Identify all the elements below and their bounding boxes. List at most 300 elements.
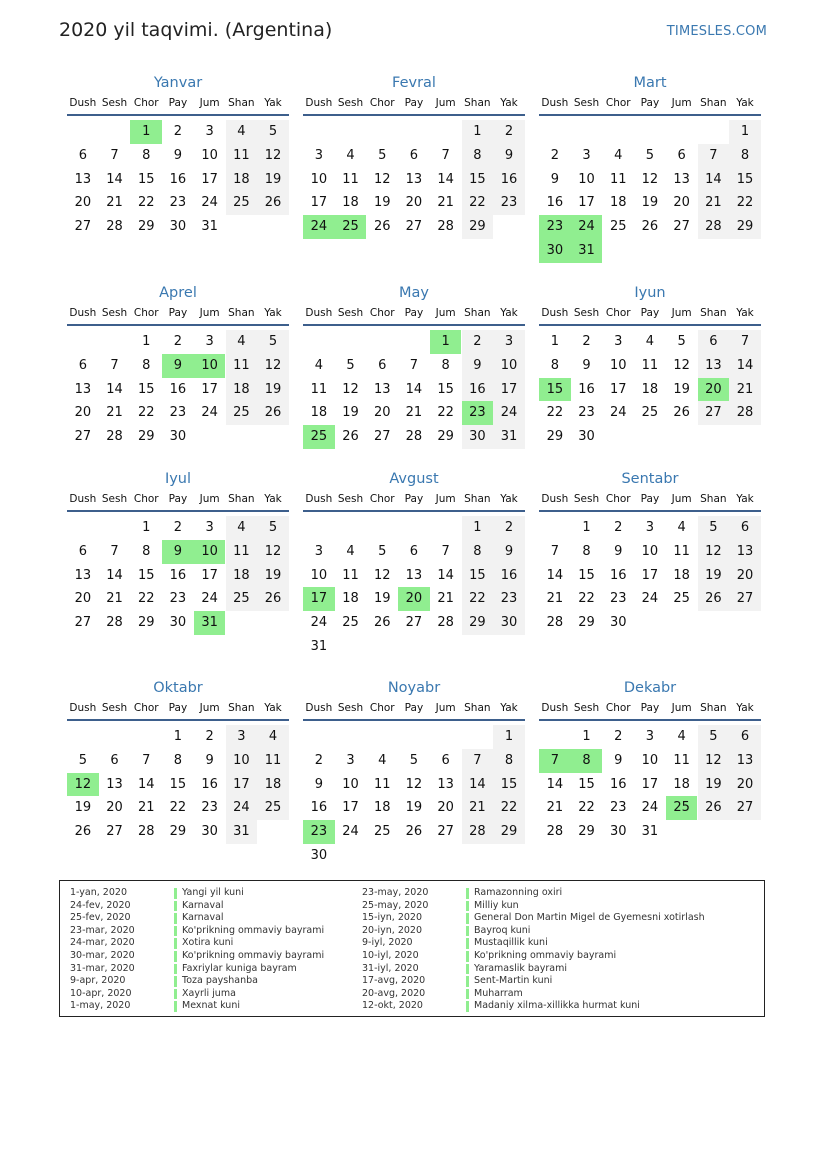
day-cell: 2	[493, 516, 525, 540]
day-cell: 9	[550, 171, 559, 187]
weekday-label: Pay	[640, 97, 660, 109]
legend-date: 17-avg, 2020	[362, 975, 426, 987]
day-cell: 16	[578, 381, 595, 397]
day-cell: 5	[677, 334, 686, 349]
weekday-label: Shan	[228, 97, 255, 109]
day-cell: 25	[226, 191, 258, 215]
weekday-label: Yak	[264, 702, 282, 714]
month-name: Noyabr	[387, 680, 441, 696]
day-cell: 14	[546, 776, 564, 792]
day-cell: 29	[137, 615, 155, 631]
weekday-label: Dush	[305, 97, 333, 109]
day-cell: 1	[142, 520, 151, 535]
month-sentabr	[539, 469, 761, 631]
day-cell: 7	[409, 357, 419, 373]
day-cell: 26	[641, 219, 659, 235]
legend-date: 20-avg, 2020	[362, 987, 426, 999]
day-cell: 23	[578, 405, 595, 421]
day-cell: 11	[257, 749, 289, 773]
weekday-header	[67, 698, 289, 720]
day-cell: 12	[698, 749, 730, 773]
day-cell: 31	[641, 824, 659, 840]
day-cell: 14	[729, 354, 761, 378]
day-cell: 13	[673, 171, 690, 187]
day-cell: 20	[74, 195, 92, 211]
day-cell: 7	[441, 147, 450, 163]
weekday-label: Dush	[305, 702, 333, 714]
weekday-label: Jum	[671, 307, 692, 319]
day-cell: 2	[314, 752, 323, 768]
day-cell: 12	[342, 381, 359, 397]
day-cell: 5	[78, 752, 87, 768]
day-cell: 18	[257, 773, 289, 797]
weekday-label: Sesh	[337, 97, 364, 109]
day-cell: 21	[546, 800, 564, 816]
weekday-header	[67, 93, 289, 115]
month-fevral	[303, 73, 525, 235]
day-cell: 27	[698, 401, 730, 425]
day-cell: 29	[462, 215, 494, 239]
holiday-cell: 20	[698, 378, 730, 402]
day-cell: 16	[493, 168, 525, 192]
day-cell: 28	[729, 401, 761, 425]
day-cell: 2	[614, 729, 623, 744]
weekday-label: Jum	[199, 97, 220, 109]
holiday-cell: 31	[571, 239, 603, 263]
holiday-marker-icon	[174, 913, 177, 924]
day-cell: 9	[493, 144, 525, 168]
day-cell: 26	[405, 824, 423, 840]
header-divider	[539, 324, 761, 326]
day-cell: 10	[226, 749, 258, 773]
weekday-label: Dush	[69, 97, 97, 109]
day-cell: 14	[698, 168, 730, 192]
day-cell: 26	[257, 401, 289, 425]
day-cell: 9	[173, 147, 183, 163]
weekday-label: Sesh	[573, 97, 600, 109]
day-cell: 4	[677, 729, 686, 744]
day-cell: 28	[546, 824, 564, 840]
holiday-marker-icon	[466, 888, 469, 899]
weekday-label: Jum	[435, 97, 456, 109]
legend-date: 10-iyl, 2020	[362, 949, 419, 961]
weekday-label: Jum	[435, 307, 456, 319]
day-cell: 20	[373, 405, 391, 421]
day-cell: 20	[405, 195, 423, 211]
day-cell: 14	[546, 567, 564, 583]
day-cell: 6	[409, 543, 419, 559]
month-name: Avgust	[389, 471, 439, 487]
day-cell: 26	[342, 429, 359, 445]
day-cell: 15	[137, 381, 155, 397]
day-cell: 1	[462, 120, 494, 144]
weekday-label: Dush	[305, 307, 333, 319]
day-cell: 16	[201, 776, 218, 792]
day-cell: 10	[641, 543, 659, 559]
legend-holiday-name: Milliy kun	[474, 899, 519, 911]
holiday-cell: 10	[194, 354, 226, 378]
day-cell: 12	[641, 171, 659, 187]
weekday-header	[539, 93, 761, 115]
weekday-label: Sesh	[337, 493, 364, 505]
day-cell: 1	[550, 334, 559, 349]
day-cell: 16	[169, 567, 187, 583]
day-cell: 16	[310, 800, 328, 816]
weekday-label: Shan	[228, 493, 255, 505]
day-cell: 4	[614, 147, 623, 163]
day-cell: 22	[137, 195, 155, 211]
day-cell: 13	[373, 381, 391, 397]
day-cell: 21	[698, 191, 730, 215]
day-cell: 22	[493, 796, 525, 820]
day-cell: 25	[609, 219, 627, 235]
day-cell: 30	[169, 219, 187, 235]
weekday-label: Chor	[605, 97, 631, 109]
day-cell: 16	[462, 378, 494, 402]
month-name: Yanvar	[153, 75, 203, 91]
legend-holiday-name: Sent-Martin kuni	[474, 975, 553, 987]
day-cell: 7	[462, 749, 494, 773]
day-cell: 8	[142, 357, 151, 373]
weekday-label: Yak	[736, 493, 754, 505]
day-cell: 16	[169, 171, 187, 187]
day-cell: 7	[110, 543, 119, 559]
header-divider	[303, 114, 525, 116]
holiday-legend	[59, 880, 765, 1017]
day-cell: 18	[673, 776, 690, 792]
day-cell: 15	[493, 773, 525, 797]
day-cell: 18	[373, 800, 391, 816]
day-cell: 13	[74, 171, 92, 187]
day-cell: 5	[698, 725, 730, 749]
weekday-label: Sesh	[101, 493, 128, 505]
day-cell: 4	[257, 725, 289, 749]
day-cell: 2	[493, 120, 525, 144]
day-cell: 26	[257, 587, 289, 611]
weekday-label: Jum	[671, 97, 692, 109]
day-cell: 4	[346, 147, 355, 163]
legend-holiday-name: Karnaval	[182, 912, 224, 924]
day-cell: 6	[698, 330, 730, 354]
weekday-label: Sesh	[101, 97, 128, 109]
day-cell: 19	[342, 405, 359, 421]
day-cell: 3	[314, 543, 323, 559]
legend-holiday-name: Faxriylar kuniga bayram	[182, 962, 297, 974]
holiday-marker-icon	[174, 938, 177, 949]
month-name: May	[399, 285, 429, 301]
day-cell: 5	[645, 147, 655, 163]
legend-holiday-name: Ko'prikning ommaviy bayrami	[474, 949, 617, 961]
weekday-label: Chor	[605, 702, 631, 714]
day-cell: 27	[405, 219, 423, 235]
weekday-label: Sesh	[573, 702, 600, 714]
day-cell: 24	[201, 591, 218, 607]
day-cell: 26	[74, 824, 92, 840]
month-yanvar	[67, 73, 289, 235]
day-cell: 29	[169, 824, 187, 840]
day-cell: 3	[493, 330, 525, 354]
day-cell: 3	[645, 729, 655, 744]
day-cell: 9	[614, 543, 623, 559]
holiday-marker-icon	[466, 1001, 469, 1012]
day-cell: 27	[74, 429, 92, 445]
legend-date: 31-mar, 2020	[70, 962, 135, 974]
day-cell: 22	[169, 800, 187, 816]
month-avgust	[303, 469, 525, 654]
page-title: 2020 yil taqvimi. (Argentina)	[59, 19, 333, 41]
legend-date: 9-apr, 2020	[70, 975, 126, 987]
day-cell: 14	[106, 567, 123, 583]
day-cell: 15	[137, 567, 155, 583]
day-cell: 29	[729, 215, 761, 239]
holiday-cell: 7	[539, 749, 571, 773]
day-cell: 21	[437, 195, 454, 211]
day-cell: 24	[493, 401, 525, 425]
legend-holiday-name: Karnaval	[182, 899, 224, 911]
day-cell: 13	[698, 354, 730, 378]
weekday-label: Yak	[264, 307, 282, 319]
month-mart	[539, 73, 761, 258]
day-cell: 26	[698, 587, 730, 611]
day-cell: 26	[373, 219, 391, 235]
day-cell: 24	[226, 796, 258, 820]
weekday-label: Shan	[700, 97, 727, 109]
day-cell: 23	[169, 195, 187, 211]
header-divider	[303, 719, 525, 721]
day-cell: 27	[373, 429, 391, 445]
day-cell: 3	[582, 147, 591, 163]
day-cell: 19	[257, 168, 289, 192]
day-cell: 27	[437, 824, 454, 840]
day-cell: 7	[550, 543, 559, 559]
holiday-cell: 25	[303, 425, 335, 449]
day-cell: 14	[462, 773, 494, 797]
day-cell: 11	[673, 752, 690, 768]
day-cell: 24	[641, 800, 659, 816]
day-cell: 12	[673, 357, 690, 373]
day-cell: 16	[609, 567, 627, 583]
holiday-marker-icon	[466, 976, 469, 987]
holiday-cell: 23	[462, 401, 494, 425]
holiday-marker-icon	[174, 976, 177, 987]
legend-holiday-name: Yangi yil kuni	[182, 887, 244, 898]
holiday-marker-icon	[466, 989, 469, 1000]
day-cell: 5	[378, 543, 387, 559]
weekday-label: Pay	[168, 97, 188, 109]
holiday-marker-icon	[466, 938, 469, 949]
header-divider	[539, 510, 761, 512]
day-cell: 18	[226, 564, 258, 588]
day-cell: 19	[641, 195, 659, 211]
legend-date: 12-okt, 2020	[362, 1000, 423, 1012]
day-cell: 8	[441, 357, 450, 373]
day-cell: 13	[729, 540, 761, 564]
day-cell: 18	[673, 567, 690, 583]
day-cell: 6	[378, 357, 387, 373]
weekday-label: Dush	[541, 493, 569, 505]
day-cell: 4	[645, 334, 655, 349]
day-cell: 11	[226, 354, 258, 378]
day-cell: 20	[729, 564, 761, 588]
day-cell: 12	[405, 776, 423, 792]
day-cell: 29	[546, 429, 564, 445]
month-name: Oktabr	[153, 680, 203, 696]
day-cell: 18	[310, 405, 328, 421]
holiday-cell: 24	[303, 215, 335, 239]
day-cell: 6	[409, 147, 419, 163]
day-cell: 11	[673, 543, 690, 559]
day-cell: 2	[173, 124, 183, 139]
day-cell: 5	[346, 357, 355, 373]
weekday-label: Jum	[435, 493, 456, 505]
day-cell: 10	[310, 567, 328, 583]
day-cell: 10	[342, 776, 359, 792]
weekday-header	[539, 698, 761, 720]
day-cell: 30	[169, 615, 187, 631]
day-cell: 29	[578, 824, 595, 840]
month-dekabr	[539, 678, 761, 840]
day-cell: 27	[106, 824, 123, 840]
legend-date: 10-apr, 2020	[70, 987, 132, 999]
day-cell: 25	[673, 591, 690, 607]
day-cell: 21	[405, 405, 423, 421]
holiday-marker-icon	[466, 926, 469, 937]
day-cell: 17	[201, 381, 218, 397]
holiday-marker-icon	[466, 913, 469, 924]
holiday-cell: 9	[162, 354, 194, 378]
day-cell: 22	[437, 405, 454, 421]
day-cell: 5	[257, 330, 289, 354]
header-divider	[67, 510, 289, 512]
day-cell: 2	[173, 520, 183, 535]
day-cell: 28	[437, 219, 454, 235]
day-cell: 1	[142, 334, 151, 349]
holiday-cell: 12	[67, 773, 99, 797]
weekday-label: Yak	[736, 97, 754, 109]
holiday-marker-icon	[174, 1001, 177, 1012]
weekday-label: Pay	[168, 702, 188, 714]
day-cell: 21	[729, 378, 761, 402]
day-cell: 15	[578, 567, 595, 583]
day-cell: 23	[609, 591, 627, 607]
day-cell: 27	[74, 615, 92, 631]
day-cell: 25	[226, 587, 258, 611]
day-cell: 4	[346, 543, 355, 559]
weekday-label: Jum	[199, 493, 220, 505]
day-cell: 16	[609, 776, 627, 792]
weekday-label: Yak	[736, 307, 754, 319]
day-cell: 20	[729, 773, 761, 797]
day-cell: 20	[437, 800, 454, 816]
day-cell: 25	[226, 401, 258, 425]
day-cell: 24	[201, 195, 218, 211]
day-cell: 1	[462, 516, 494, 540]
day-cell: 9	[205, 752, 214, 768]
day-cell: 8	[173, 752, 183, 768]
weekday-label: Yak	[264, 97, 282, 109]
day-cell: 24	[609, 405, 627, 421]
holiday-cell: 30	[539, 239, 571, 263]
day-cell: 15	[169, 776, 187, 792]
day-cell: 11	[609, 171, 627, 187]
day-cell: 20	[673, 195, 690, 211]
weekday-label: Pay	[404, 702, 424, 714]
day-cell: 30	[493, 611, 525, 635]
weekday-label: Pay	[168, 307, 188, 319]
weekday-label: Shan	[700, 493, 727, 505]
day-cell: 13	[74, 381, 92, 397]
day-cell: 10	[641, 752, 659, 768]
day-cell: 30	[310, 848, 328, 863]
header-divider	[539, 114, 761, 116]
day-cell: 12	[698, 540, 730, 564]
header-divider	[539, 719, 761, 721]
legend-date: 24-mar, 2020	[70, 937, 135, 949]
day-cell: 26	[698, 796, 730, 820]
weekday-label: Yak	[500, 493, 518, 505]
day-cell: 19	[257, 564, 289, 588]
day-cell: 28	[462, 820, 494, 844]
day-cell: 12	[257, 540, 289, 564]
weekday-header	[303, 303, 525, 325]
holiday-marker-icon	[466, 951, 469, 962]
day-cell: 3	[314, 147, 323, 163]
day-cell: 2	[462, 330, 494, 354]
day-cell: 23	[169, 591, 187, 607]
day-cell: 2	[205, 729, 214, 744]
weekday-label: Pay	[640, 702, 660, 714]
day-cell: 16	[546, 195, 564, 211]
month-iyul	[67, 469, 289, 631]
day-cell: 18	[226, 168, 258, 192]
day-cell: 28	[106, 615, 123, 631]
day-cell: 18	[342, 591, 359, 607]
month-noyabr	[303, 678, 525, 863]
day-cell: 8	[462, 540, 494, 564]
day-cell: 7	[441, 543, 450, 559]
holiday-cell: 25	[335, 215, 367, 239]
day-cell: 18	[226, 378, 258, 402]
day-cell: 19	[405, 800, 423, 816]
day-cell: 13	[729, 749, 761, 773]
day-cell: 12	[257, 354, 289, 378]
day-cell: 19	[373, 195, 391, 211]
site-link[interactable]: TIMESLES.COM	[666, 24, 767, 39]
day-cell: 31	[310, 639, 328, 654]
month-may	[303, 283, 525, 445]
weekday-label: Shan	[228, 702, 255, 714]
holiday-marker-icon	[466, 964, 469, 975]
weekday-label: Chor	[369, 702, 395, 714]
day-cell: 9	[493, 540, 525, 564]
legend-date: 25-fev, 2020	[70, 912, 131, 924]
day-cell: 26	[673, 405, 690, 421]
day-cell: 12	[373, 171, 391, 187]
day-cell: 17	[226, 773, 258, 797]
day-cell: 27	[405, 615, 423, 631]
day-cell: 21	[106, 195, 123, 211]
day-cell: 23	[609, 800, 627, 816]
day-cell: 15	[578, 776, 595, 792]
day-cell: 28	[546, 615, 564, 631]
holiday-cell: 9	[162, 540, 194, 564]
day-cell: 8	[550, 357, 559, 373]
weekday-header	[539, 303, 761, 325]
day-cell: 24	[342, 824, 359, 840]
day-cell: 28	[106, 219, 123, 235]
day-cell: 14	[437, 567, 454, 583]
weekday-header	[67, 303, 289, 325]
